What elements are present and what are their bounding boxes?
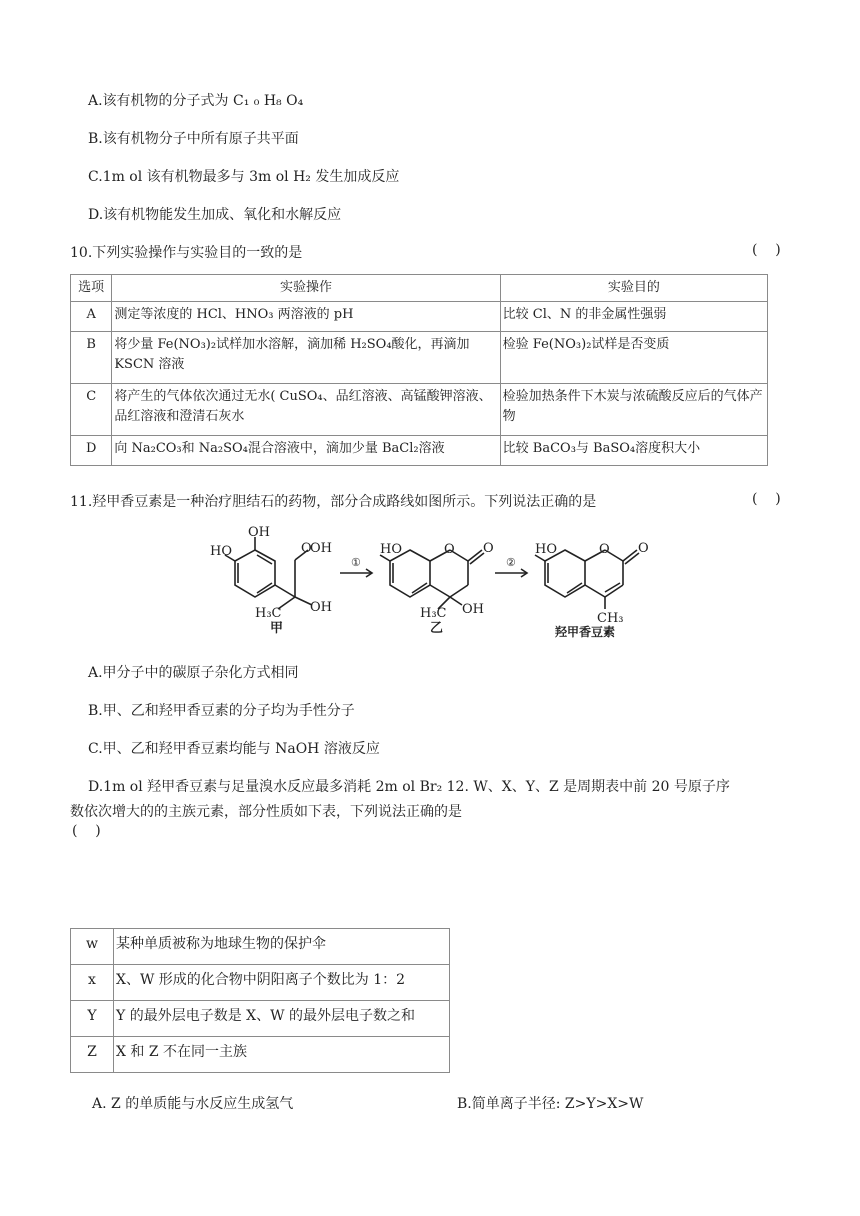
q11-option-a: A.甲分子中的碳原子杂化方式相同 [88, 665, 299, 681]
jia-h3c-label: H₃C [255, 606, 282, 621]
jia-name-label: 甲 [270, 621, 284, 636]
yi-oh-label: OH [462, 602, 484, 617]
row-operation: 将少量 Fe(NO₃)₂试样加水溶解，滴加稀 H₂SO₄酸化，再滴加KSCN 溶液 [112, 332, 500, 384]
jia-oh-top-label: OH [248, 525, 270, 540]
table-row [71, 1037, 450, 1073]
q10-experiment-table [70, 274, 768, 466]
q12-option-b: B.简单离子半径: Z>Y>X>W [457, 1096, 644, 1112]
jia-ho-label: HO [210, 544, 232, 559]
q9-option-b: B.该有机物分子中所有原子共平面 [88, 131, 299, 147]
coumarin-benzene-ring [545, 550, 585, 597]
header-operation: 实验操作 [112, 275, 500, 302]
row-operation: 测定等浓度的 HCl、HNO₃ 两溶液的 pH [112, 302, 500, 332]
row-element: Y [71, 1001, 114, 1037]
jia-o-label: O [301, 541, 312, 556]
q12-stem-continuation: 数依次增大的的主族元素，部分性质如下表，下列说法正确的是 [70, 804, 462, 820]
yi-h3c-label: H₃C [420, 606, 447, 621]
q11-option-d-q12-stem: D.1m ol 羟甲香豆素与足量溴水反应最多消耗 2m ol Br₂ 12. W、X、Y、Z 是周期表中前 20 号原子序 [88, 779, 730, 795]
row-description: 某种单质被称为地球生物的保护伞 [114, 929, 450, 965]
table-row [71, 302, 768, 332]
header-goal: 实验目的 [500, 275, 767, 302]
header-option: 选项 [71, 275, 112, 302]
q9-option-a: A.该有机物的分子式为 C₁ ₀ H₈ O₄ [88, 93, 304, 109]
q12-option-a: A. Z 的单质能与水反应生成氢气 [92, 1096, 294, 1112]
q12-element-table [70, 928, 450, 1073]
step-2-label: ② [506, 556, 516, 569]
yi-benzene-ring [390, 550, 430, 597]
row-description: X 和 Z 不在同一主族 [114, 1037, 450, 1073]
row-option: D [71, 436, 112, 466]
q11-option-b: B.甲、乙和羟甲香豆素的分子均为手性分子 [88, 703, 355, 719]
yi-name-label: 乙 [430, 621, 444, 636]
q12-answer-paren: ( ) [72, 823, 101, 839]
row-option: B [71, 332, 112, 384]
row-element: x [71, 965, 114, 1001]
yi-ho-label: HO [380, 542, 402, 557]
row-element: Z [71, 1037, 114, 1073]
row-description: X、W 形成的化合物中阴阳离子个数比为 1：2 [114, 965, 450, 1001]
table-row [71, 332, 768, 384]
yi-carbonyl-o-label: O [483, 541, 494, 556]
table-header-row [71, 275, 768, 302]
table-row [71, 384, 768, 436]
product-name-label: 羟甲香豆素 [555, 625, 616, 639]
q9-option-d: D.该有机物能发生加成、氧化和水解反应 [88, 207, 342, 223]
row-option: A [71, 302, 112, 332]
table-row [71, 929, 450, 965]
q11-stem: 11.羟甲香豆素是一种治疗胆结石的药物，部分合成路线如图所示。下列说法正确的是 [70, 494, 597, 510]
table-row [71, 965, 450, 1001]
q10-stem: 10.下列实验操作与实验目的一致的是 [70, 245, 303, 261]
q11-answer-paren: ( ) [752, 491, 781, 507]
q9-option-c: C.1m ol 该有机物最多与 3m ol H₂ 发生加成反应 [88, 169, 400, 185]
product-ring-o-label: O [599, 542, 610, 557]
jia-oh-label: OH [310, 600, 332, 615]
row-option: C [71, 384, 112, 436]
row-operation: 将产生的气体依次通过无水( CuSO₄、品红溶液、高锰酸钾溶液、品红溶液和澄清石灰水 [112, 384, 500, 436]
product-ch3-label: CH₃ [597, 611, 624, 626]
yi-ring-o-label: O [444, 542, 455, 557]
row-goal: 检验加热条件下木炭与浓硫酸反应后的气体产物 [500, 384, 767, 436]
row-goal: 比较 BaCO₃与 BaSO₄溶度积大小 [500, 436, 767, 466]
q10-answer-paren: ( ) [752, 242, 781, 258]
table-row [71, 436, 768, 466]
table-row [71, 1001, 450, 1037]
jia-oh-acid-label: OH [310, 541, 332, 556]
jia-benzene-ring [235, 550, 275, 597]
synthesis-route-scheme [200, 525, 660, 640]
product-ho-label: HO [535, 542, 557, 557]
q11-option-c: C.甲、乙和羟甲香豆素均能与 NaOH 溶液反应 [88, 741, 380, 757]
row-goal: 检验 Fe(NO₃)₂试样是否变质 [500, 332, 767, 384]
row-description: Y 的最外层电子数是 X、W 的最外层电子数之和 [114, 1001, 450, 1037]
step-1-label: ① [351, 556, 361, 569]
row-element: w [71, 929, 114, 965]
row-goal: 比较 Cl、N 的非金属性强弱 [500, 302, 767, 332]
product-carbonyl-o-label: O [638, 541, 649, 556]
row-operation: 向 Na₂CO₃和 Na₂SO₄混合溶液中，滴加少量 BaCl₂溶液 [112, 436, 500, 466]
